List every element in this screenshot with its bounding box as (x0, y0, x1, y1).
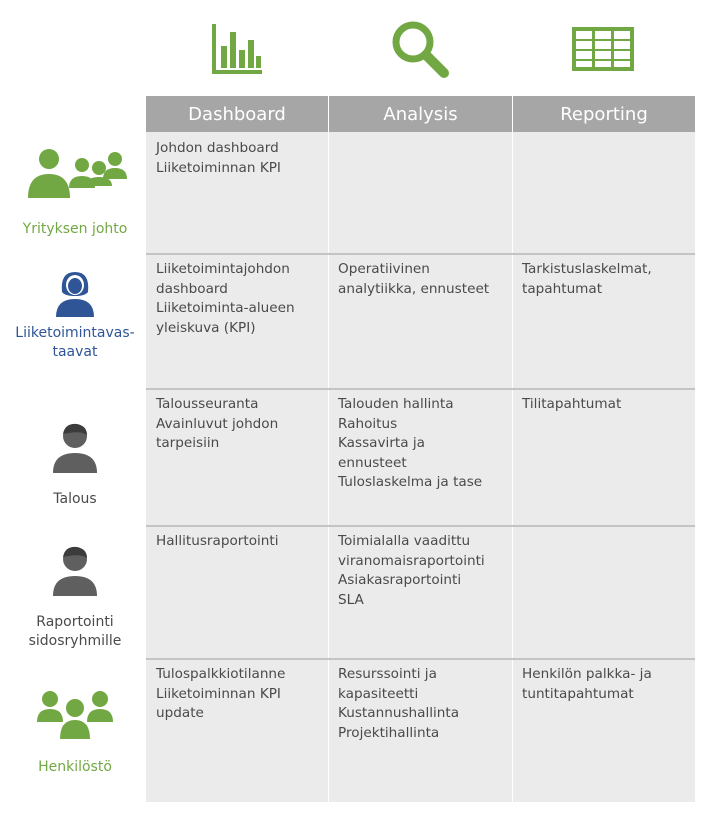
table-cell (156, 260, 295, 338)
table-cell (522, 395, 621, 415)
person-icon (51, 545, 99, 597)
cell-line: tapahtumat (522, 280, 603, 297)
cell-line: Kustannushallinta (338, 705, 460, 721)
header-analysis: Analysis (329, 96, 512, 132)
cell-line: Tilitapahtumat (522, 396, 622, 412)
matrix-table (146, 96, 695, 802)
role-yrityksen-johto (10, 148, 140, 239)
cell-line: Hallitusraportointi (156, 533, 279, 549)
cell-line: Liiketoiminnan KPI (156, 685, 281, 702)
cell-line: Resurssointi ja (338, 666, 437, 682)
cell-line: Operatiivinen (338, 261, 430, 277)
person-icon (51, 422, 99, 474)
table-grid-icon (568, 16, 638, 82)
column-divider (512, 96, 513, 802)
group-icon (23, 148, 127, 200)
role-liiketoimintavastaavat (10, 270, 140, 362)
cell-line: tuntitapahtumat (522, 685, 634, 702)
cell-line: Liiketoiminta-alueen (156, 300, 295, 316)
bar-chart-icon (202, 16, 272, 82)
table-cell (156, 139, 281, 178)
cell-line: Talouden hallinta (338, 396, 454, 412)
magnifier-icon (385, 16, 455, 82)
row-divider (146, 658, 695, 660)
cell-line: SLA (338, 591, 364, 608)
role-talous (10, 422, 140, 509)
cell-line: update (156, 705, 204, 721)
cell-line: viranomaisraportointi (338, 552, 485, 569)
cell-line: yleiskuva (KPI) (156, 319, 256, 336)
table-cell (522, 665, 652, 704)
cell-line: Tulospalkkiotilanne (156, 666, 286, 682)
table-cell (156, 532, 279, 552)
cell-line: Henkilön palkka- ja (522, 666, 652, 682)
cell-line: Talousseuranta (156, 396, 259, 412)
header-reporting: Reporting (513, 96, 695, 132)
table-cell (522, 260, 652, 299)
column-divider (328, 96, 329, 802)
cell-line: Rahoitus (338, 415, 398, 432)
role-raportointi-sidosryhmille (10, 545, 140, 651)
table-cell (156, 665, 285, 724)
cell-line: Liiketoimintajohdon (156, 261, 290, 277)
table-cell (156, 395, 278, 454)
row-divider (146, 388, 695, 390)
cell-line: Johdon dashboard (156, 140, 279, 156)
role-label: Talous (53, 491, 97, 507)
cell-line: Asiakasraportointi (338, 572, 462, 588)
role-henkilosto (10, 690, 140, 777)
cell-line: dashboard (156, 280, 228, 297)
cell-line: Toimialalla vaadittu (338, 533, 471, 549)
cell-line: Tarkistuslaskelmat, (522, 261, 652, 277)
role-label: Liiketoimintavas- taavat (15, 325, 135, 360)
cell-line: ennusteet (338, 454, 407, 471)
row-divider (146, 253, 695, 255)
team-icon (36, 690, 114, 740)
table-cell (338, 395, 482, 493)
woman-icon (54, 270, 96, 318)
role-label: Henkilöstö (38, 759, 112, 775)
cell-line: Kassavirta ja (338, 435, 425, 451)
table-cell (338, 532, 485, 610)
table-cell (338, 260, 489, 299)
cell-line: kapasiteetti (338, 685, 419, 702)
table-cell (338, 665, 459, 743)
role-label: Raportointi sidosryhmille (28, 614, 122, 649)
cell-line: Liiketoiminnan KPI (156, 159, 281, 176)
cell-line: analytiikka, ennusteet (338, 280, 490, 297)
role-label: Yrityksen johto (22, 221, 128, 237)
cell-line: tarpeisiin (156, 435, 220, 451)
cell-line: Tuloslaskelma ja tase (338, 474, 483, 490)
row-divider (146, 525, 695, 527)
cell-line: Projektihallinta (338, 724, 440, 741)
cell-line: Avainluvut johdon (156, 415, 279, 432)
header-dashboard: Dashboard (146, 96, 328, 132)
